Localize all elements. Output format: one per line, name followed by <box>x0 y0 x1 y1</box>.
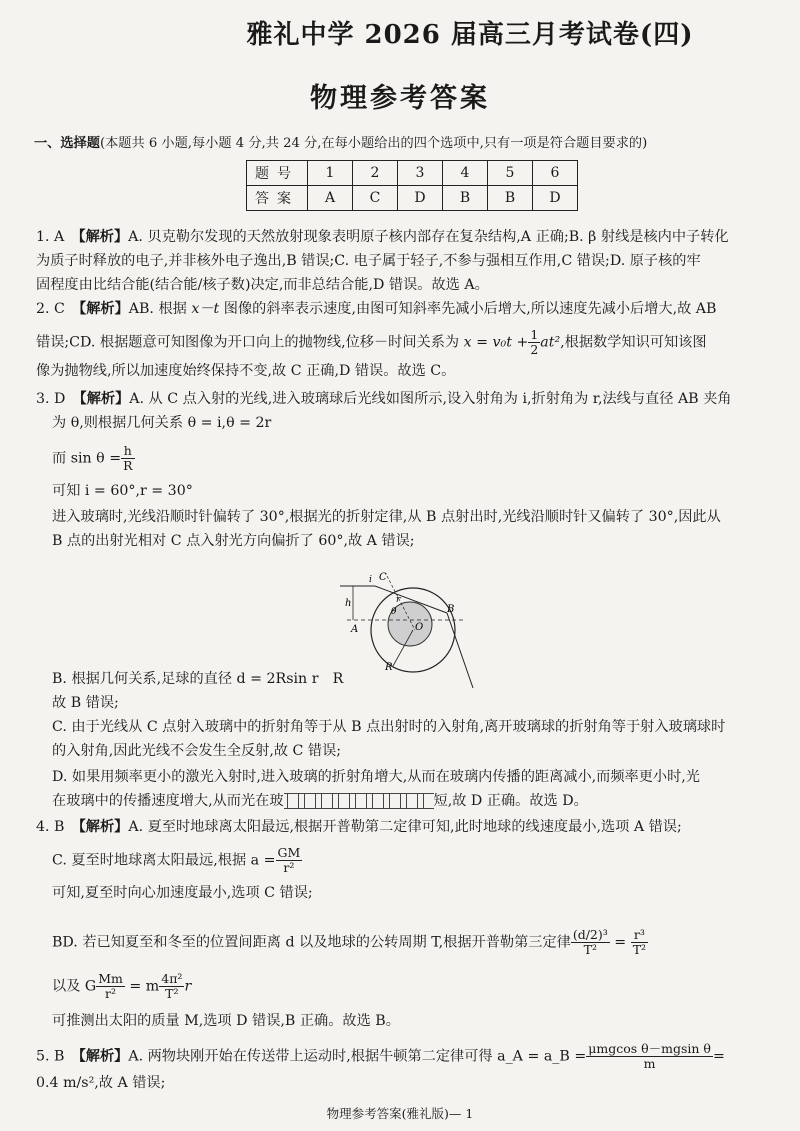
text-segment: 错误;CD. 根据题意可知图像为开口向上的抛物线,位移－时间关系为 <box>36 334 460 351</box>
page-footer: 物理参考答案(雅礼版)— 1 <box>326 1106 474 1121</box>
table-cell: A <box>308 186 353 211</box>
text-segment: C. 夏至时地球离太阳最远,根据 a = <box>52 852 276 869</box>
text-line: A. 夏至时地球离太阳最远,根据开普勒第二定律可知,此时地球的线速度最小,选项 A 错误; <box>128 819 682 835</box>
question-number: 1. A <box>36 229 65 245</box>
text-line: B. 根据几何关系,足球的直径 d = 2Rsin r R <box>52 671 344 687</box>
table-cell: D <box>533 186 578 211</box>
question-3-d-line-2 <box>52 790 768 812</box>
fraction-numerator: h <box>121 444 134 459</box>
table-cell: B <box>443 186 488 211</box>
table-cell: 6 <box>533 161 578 186</box>
fraction <box>631 928 648 957</box>
question-4-gm-formula <box>52 846 768 875</box>
fraction <box>96 972 125 1001</box>
text-segment: A. 两物块刚开始在传送带上运动时,根据牛顿第二定律可得 a_A = a_B = <box>128 1048 587 1065</box>
label-h: h <box>345 598 352 609</box>
text-line: 为 θ,则根据几何关系 θ = i,θ = 2r <box>52 415 272 431</box>
text-line: 像为抛物线,所以加速度始终保持不变,故 C 正确,D 错误。故选 C。 <box>36 363 456 379</box>
table-cell: 5 <box>488 161 533 186</box>
fraction-denominator: m <box>643 1056 656 1071</box>
text-segment: = m <box>129 978 160 995</box>
question-4-line-1 <box>36 816 682 838</box>
analysis-tag: 【解析】 <box>78 819 129 835</box>
question-5-line-1 <box>36 1042 725 1071</box>
question-number: 3. D <box>36 391 66 407</box>
fraction-denominator: T² <box>165 986 179 1001</box>
text-line: 可知 i = 60°,r = 30° <box>52 483 193 499</box>
smudged-text-region <box>284 793 434 809</box>
text-segment: ,根据数学知识可知该图 <box>560 334 707 351</box>
text-segment: 在玻璃中的传播速度增大,从而光在玻 <box>52 793 284 809</box>
formula: r <box>184 978 192 995</box>
fraction-numerator: (d/2)³ <box>572 927 608 942</box>
label-c: C <box>379 572 387 583</box>
formula: at² <box>540 334 561 351</box>
question-4-kepler-line: BD. 若已知夏至和冬至的位置间距离 d 以及地球的公转周期 T,根据开普勒第三定律 $\frac{\text{(d/2)³}}{\text{T²}}$ = $\frac{\text{r³}}{\text{T²}}$ <box>52 927 647 957</box>
text-line: A. 从 C 点入射的光线,进入玻璃球后光线如图所示,设入射角为 i,折射角为 r,法线与直径 AB 夹角 <box>129 391 732 407</box>
text-line: 可知,夏至时向心加速度最小,选项 C 错误; <box>52 885 313 901</box>
question-number: 4. B <box>36 819 65 835</box>
exam-header-title: 雅礼中学 2026 届高三月考试卷(四) <box>246 20 694 50</box>
fraction <box>571 928 610 957</box>
fraction <box>121 444 134 473</box>
text-segment: AB. 根据 <box>128 301 187 317</box>
section-label: 一、选择题 <box>34 136 100 151</box>
answer-table-row-answers <box>247 186 578 211</box>
section-heading <box>34 132 774 151</box>
table-cell: 4 <box>443 161 488 186</box>
fraction <box>586 1042 713 1071</box>
text-segment: 以及 G <box>52 978 97 995</box>
label-radius: R <box>385 662 393 673</box>
analysis-tag: 【解析】 <box>78 229 129 245</box>
fraction-denominator: R <box>123 458 133 473</box>
fraction-numerator: 1 <box>530 327 539 342</box>
table-header-cell: 答案 <box>247 186 308 211</box>
table-cell: D <box>398 186 443 211</box>
question-number: 2. C <box>36 301 65 317</box>
label-r: r <box>396 595 401 605</box>
formula: x－t <box>191 301 220 317</box>
fraction-denominator: T² <box>583 942 597 957</box>
fraction-denominator: 2 <box>530 342 539 357</box>
text-segment: = <box>712 1048 725 1065</box>
text-line: D. 如果用频率更小的激光入射时,进入玻璃的折射角增大,从而在玻璃内传播的距离减小,而频率更小时,光 <box>52 769 700 785</box>
fraction-numerator: r³ <box>631 928 648 943</box>
analysis-tag: 【解析】 <box>79 301 129 317</box>
label-i: i <box>369 575 372 585</box>
question-number: 5. B <box>36 1048 65 1065</box>
table-cell: C <box>353 186 398 211</box>
section-note: (本题共 6 小题,每小题 4 分,共 24 分,在每小题给出的四个选项中,只有一项是符合题目要求的) <box>99 136 648 151</box>
text-segment: 图像的斜率表示速度,由图可知斜率先减小后增大,所以速度先减小后增大,故 AB <box>223 301 717 317</box>
fraction <box>528 328 540 357</box>
label-b: B <box>447 604 455 615</box>
fraction-denominator: r² <box>283 860 295 875</box>
fraction-numerator: Mm <box>98 971 123 986</box>
fraction <box>276 846 303 875</box>
fraction-numerator: GM <box>277 845 301 860</box>
question-1-line-1 <box>36 226 729 248</box>
text-line: A. 贝克勒尔发现的天然放射现象表明原子核内部存在复杂结构,A 正确;B. β 射线是核内中子转化 <box>128 229 729 245</box>
fraction-denominator: T² <box>632 942 647 957</box>
page-title: 物理参考答案 <box>310 83 490 114</box>
fraction-numerator: 4π² <box>161 971 183 986</box>
analysis-tag: 【解析】 <box>79 391 130 407</box>
question-2-line-2 <box>36 328 766 357</box>
question-2-line-1 <box>36 298 716 320</box>
formula: x = v₀t + <box>463 334 529 351</box>
table-cell: 1 <box>308 161 353 186</box>
table-cell: 3 <box>398 161 443 186</box>
answer-table-row-numbers <box>247 161 578 186</box>
text-line: C. 由于光线从 C 点射入玻璃中的折射角等于从 B 点出射时的入射角,离开玻璃球的折射角等于射入玻璃球时 <box>52 719 726 735</box>
fraction-numerator: μmgcos θ－mgsin θ <box>588 1041 711 1056</box>
label-o: O <box>415 622 424 633</box>
table-cell: B <box>488 186 533 211</box>
question-3-sin-formula <box>52 444 768 473</box>
label-theta: θ <box>391 607 397 617</box>
answer-table <box>246 160 578 211</box>
text-line: 0.4 m/s²,故 A 错误; <box>36 1075 166 1091</box>
fraction <box>159 972 184 1001</box>
text-segment: 而 sin θ = <box>52 450 122 467</box>
question-4-gravity-line <box>52 972 768 1001</box>
text-line: 可推测出太阳的质量 M,选项 D 错误,B 正确。故选 B。 <box>52 1013 400 1029</box>
text-line: 固程度由比结合能(结合能/核子数)决定,而非总结合能,D 错误。故选 A。 <box>36 277 489 293</box>
question-3-line-1 <box>36 388 732 410</box>
text-line: 的入射角,因此光线不会发生全反射,故 C 错误; <box>52 743 342 759</box>
text-line: 为质子时释放的电子,并非核外电子逸出,B 错误;C. 电子属于轻子,不参与强相互作用,C 错误;D. 原子核的牢 <box>36 253 701 269</box>
text-line: 进入玻璃时,光线沿顺时针偏转了 30°,根据光的折射定律,从 B 点射出时,光线沿顺时针又偏转了 30°,因此从 <box>52 509 721 525</box>
text-line: B 点的出射光相对 C 点入射光方向偏折了 60°,故 A 错误; <box>52 533 415 549</box>
analysis-tag: 【解析】 <box>78 1048 129 1065</box>
text-segment: BD. 若已知夏至和冬至的位置间距离 d 以及地球的公转周期 T,根据开普勒第三定律 <box>52 934 571 951</box>
fraction-denominator: r² <box>105 986 117 1001</box>
label-a: A <box>351 624 359 635</box>
text-segment: 短,故 D 正确。故选 D。 <box>433 793 588 809</box>
table-cell: 2 <box>353 161 398 186</box>
table-header-cell: 题号 <box>247 161 308 186</box>
text-line: 故 B 错误; <box>52 695 119 711</box>
